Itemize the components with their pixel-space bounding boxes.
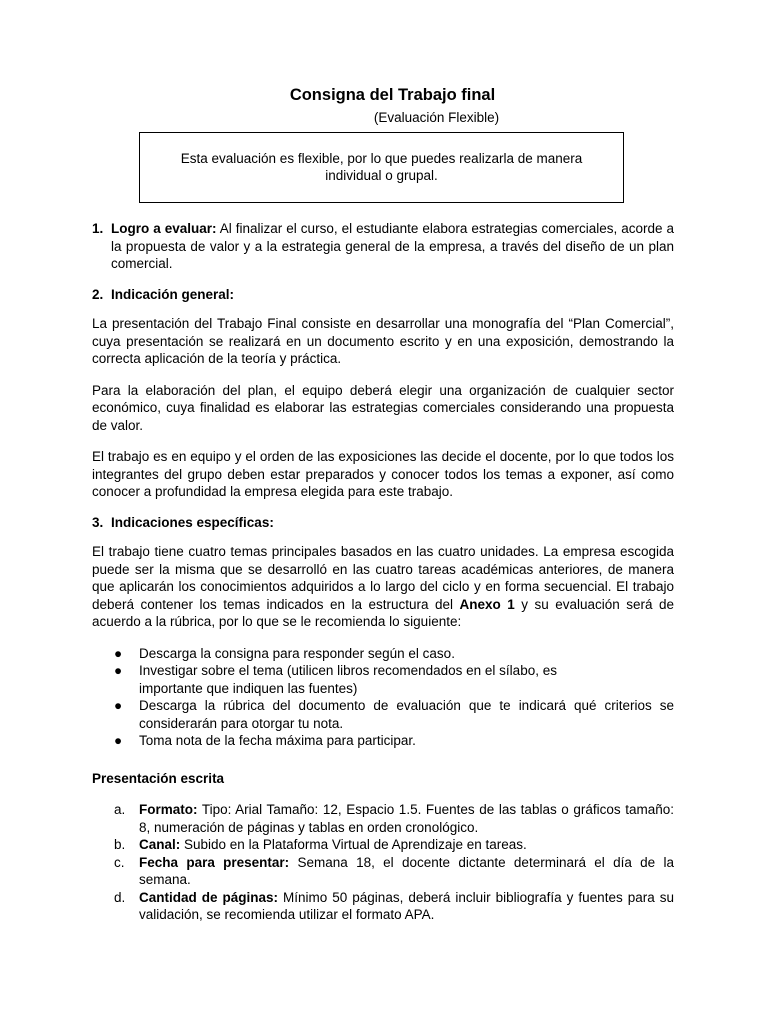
- section-heading: Logro a evaluar:: [111, 221, 217, 236]
- list-letter: c.: [114, 854, 125, 870]
- written-presentation-heading: Presentación escrita: [92, 770, 225, 786]
- annex-reference: Anexo 1: [459, 596, 515, 612]
- list-item-text: [139, 889, 674, 924]
- paragraph: El trabajo es en equipo y el orden de las exposiciones las decide el docente, por lo que todos los integrantes del grupo deben estar preparados y conocer todos los temas a exponer, así como conocer a profundidad la empresa elegida para este trabajo.: [92, 449, 674, 499]
- list-item: [114, 889, 674, 924]
- bullet-icon: ●: [114, 733, 123, 748]
- list-item-text: [139, 836, 674, 854]
- list-item-text: Descarga la consigna para responder según el caso.: [139, 645, 455, 661]
- list-letter: d.: [114, 889, 126, 905]
- section-number: 1.: [92, 221, 104, 236]
- list-item-text: Descarga la rúbrica del documento de evaluación que te indicará qué criterios se considerarán para otorgar tu nota.: [139, 698, 674, 731]
- list-item: [114, 836, 674, 854]
- item-label: Fecha para presentar:: [139, 854, 290, 870]
- list-item-text: Investigar sobre el tema (utilicen libros recomendados en el sílabo, es importante que indiquen las fuentes): [139, 663, 557, 696]
- bullet-icon: ●: [114, 645, 123, 661]
- list-letter: a.: [114, 802, 126, 817]
- section-indicacion-general: [92, 286, 674, 304]
- document-header: [92, 86, 673, 125]
- list-item: [114, 732, 674, 750]
- section-logro-text: [111, 220, 674, 273]
- item-label: Cantidad de páginas:: [139, 889, 279, 905]
- bullet-icon: ●: [114, 663, 123, 678]
- item-text: Mínimo 50 páginas, deberá incluir bibliografía y fuentes para su validación, se recomienda utilizar el formato APA.: [139, 889, 674, 922]
- written-presentation-list: [92, 801, 674, 924]
- paragraph: La presentación del Trabajo Final consiste en desarrollar una monografía del “Plan Comercial”, cuya presentación se realizará en un documento escrito y en una exposición, demostrando la correcta aplicación de la teoría y práctica.: [92, 316, 674, 366]
- section-number: 3.: [92, 514, 104, 530]
- item-text: Semana 18, el docente dictante determinará el día de la semana.: [139, 854, 674, 887]
- recommendations-list: [92, 645, 674, 750]
- list-item: [114, 697, 674, 732]
- intro-text: El trabajo tiene cuatro temas principales basados en las cuatro unidades. La empresa escogida puede ser la misma que se desarrolló en las cuatro tareas académicas anteriores, de manera que aplicarán los conocimientos adquiridos a lo largo del ciclo y en forma secuencial. El trabajo deberá contener los temas indicados en la estructura del: [92, 544, 674, 612]
- document-body: [92, 220, 674, 924]
- list-item: [114, 854, 674, 889]
- notice-text: Esta evaluación es flexible, por lo que puedes realizarla de manera individual o grupal.: [180, 151, 583, 183]
- section-number: 2.: [92, 286, 104, 302]
- list-item: [114, 662, 674, 697]
- section-logro: [92, 220, 674, 273]
- section-heading: Indicación general:: [111, 286, 235, 302]
- intro-text-end: y su evaluación será de acuerdo a la rúbrica, por lo que se le recomienda lo siguiente:: [92, 596, 674, 629]
- section-body: Al finalizar el curso, el estudiante elabora estrategias comerciales, acorde a la propuesta de valor y a la estrategia general de la empresa, a través del diseño de un plan comercial.: [111, 221, 674, 271]
- section-indicaciones-especificas: [92, 514, 674, 532]
- flexible-evaluation-notice-box: [139, 132, 624, 203]
- list-item-text: [139, 854, 674, 889]
- list-item: [114, 801, 674, 836]
- list-letter: b.: [114, 837, 126, 852]
- paragraph: Para la elaboración del plan, el equipo deberá elegir una organización de cualquier sector económico, cuya finalidad es elaborar las estrategias comerciales considerando una propuesta de valor.: [92, 382, 674, 433]
- section-heading: Indicaciones específicas:: [111, 514, 274, 530]
- list-item-text: Toma nota de la fecha máxima para participar.: [139, 733, 416, 748]
- item-text: Subido en la Plataforma Virtual de Aprendizaje en tareas.: [180, 837, 527, 852]
- item-text: Tipo: Arial Tamaño: 12, Espacio 1.5. Fuentes de las tablas o gráficos tamaño: 8, numeración de páginas y tablas en orden cronológico.: [139, 802, 674, 835]
- list-item: [114, 645, 674, 663]
- document-title: Consigna del Trabajo final: [289, 86, 496, 104]
- list-item-text: [139, 801, 674, 836]
- item-label: Canal:: [139, 837, 181, 852]
- document-subtitle: (Evaluación Flexible): [373, 110, 500, 125]
- item-label: Formato:: [139, 802, 198, 817]
- bullet-icon: ●: [114, 698, 123, 713]
- paragraph: [92, 543, 674, 631]
